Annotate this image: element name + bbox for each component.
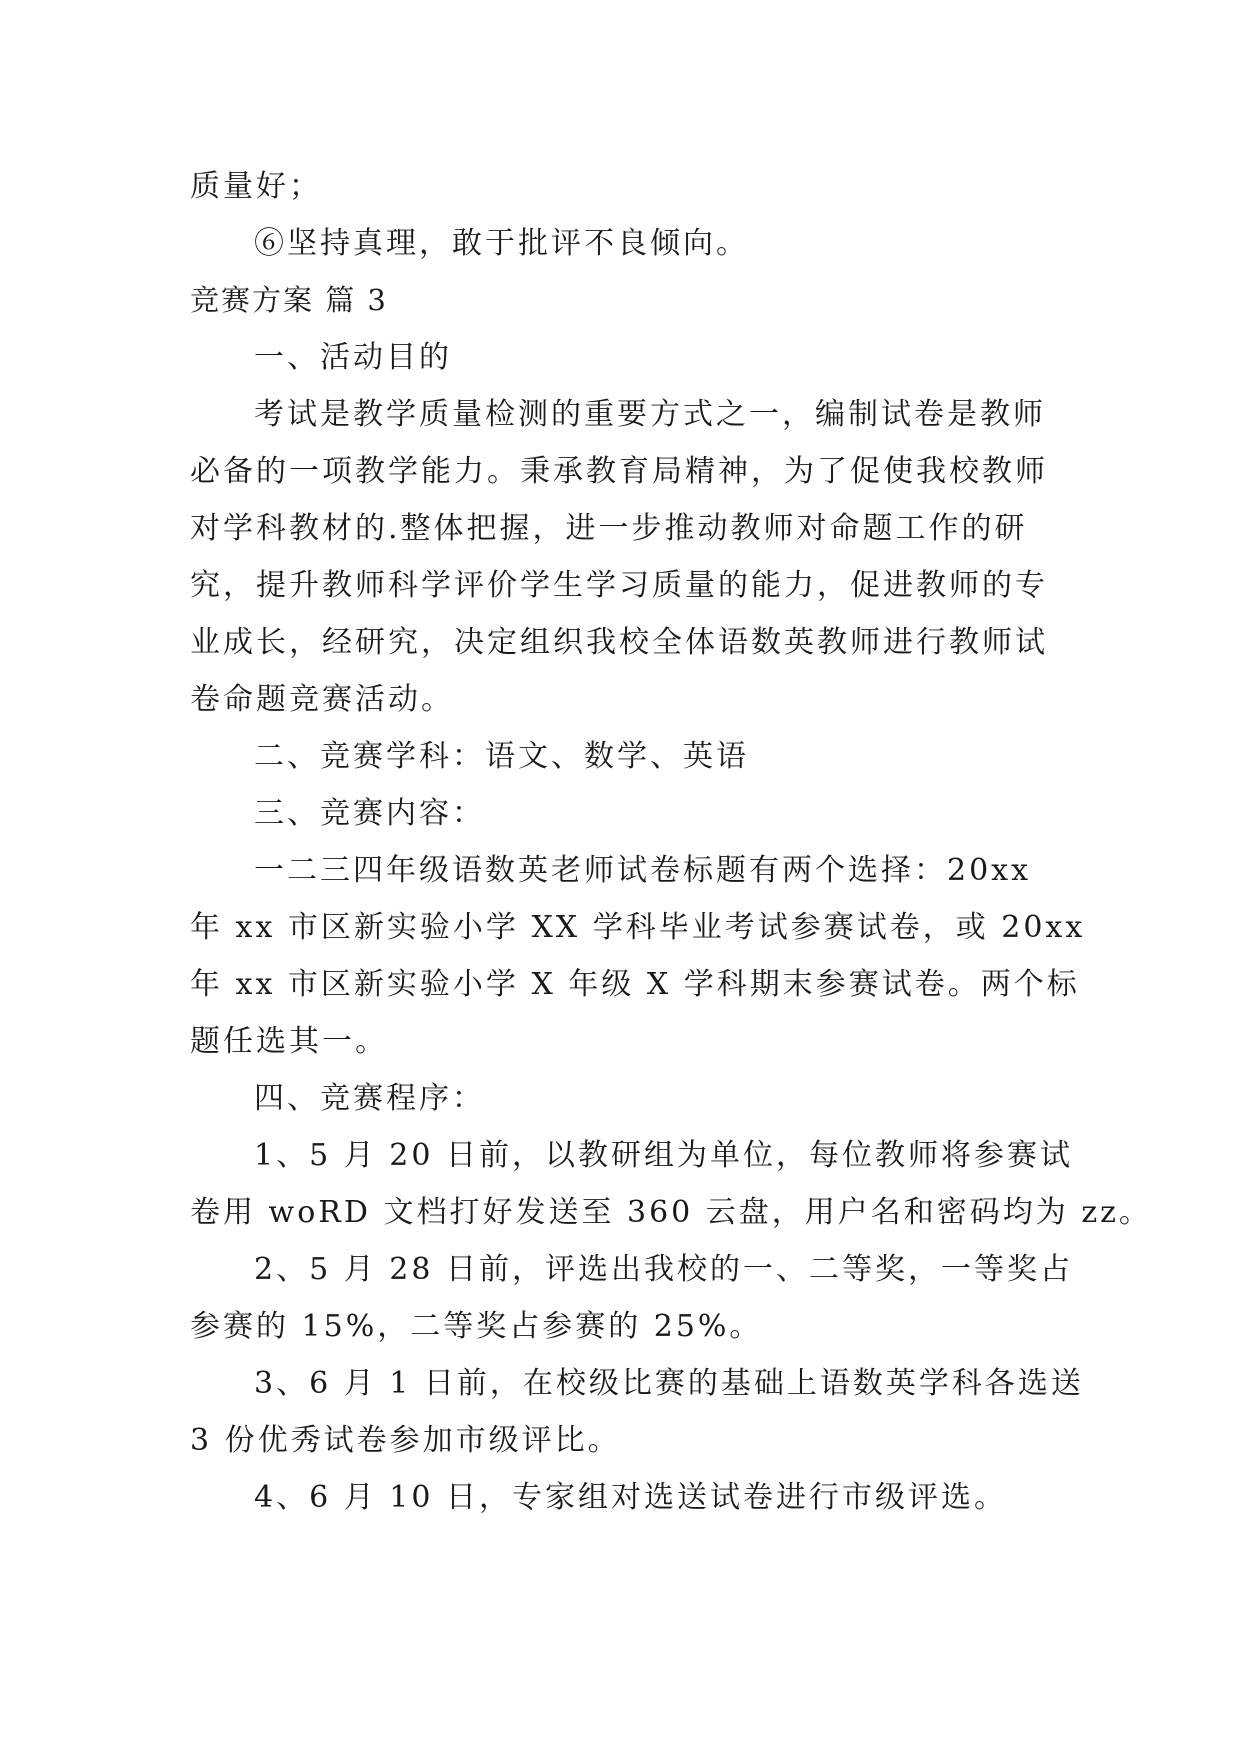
procedure-heading: 四、竞赛程序：: [254, 1081, 485, 1116]
document-body: [190, 158, 1152, 1526]
purpose-paragraph-line: 考试是教学质量检测的重要方式之一，编制试卷是教师: [254, 397, 1046, 432]
continued-paragraph-line: 质量好；: [190, 169, 322, 204]
procedure-step-line: 参赛的 15%，二等奖占参赛的 25%。: [190, 1309, 763, 1344]
procedure-step-line: 4、6 月 10 日，专家组对选送试卷进行市级评选。: [254, 1480, 1007, 1515]
purpose-paragraph-line: 业成长，经研究，决定组织我校全体语数英教师进行教师试: [190, 625, 1048, 660]
content-heading: 三、竞赛内容：: [254, 796, 485, 831]
procedure-step-line: 1、5 月 20 日前，以教研组为单位，每位教师将参赛试: [254, 1138, 1073, 1173]
purpose-paragraph-line: 必备的一项教学能力。秉承教育局精神，为了促使我校教师: [190, 454, 1048, 489]
purpose-heading: 一、活动目的: [254, 340, 452, 375]
content-paragraph-line: 一二三四年级语数英老师试卷标题有两个选择：20xx: [254, 853, 1032, 888]
purpose-paragraph-line: 对学科教材的.整体把握，进一步推动教师对命题工作的研: [190, 511, 1028, 546]
purpose-paragraph-line: 究，提升教师科学评价学生学习质量的能力，促进教师的专: [190, 568, 1048, 603]
procedure-step-line: 卷用 woRD 文档打好发送至 360 云盘，用户名和密码均为 zz。: [190, 1195, 1152, 1230]
procedure-step-line: 3、6 月 1 日前，在校级比赛的基础上语数英学科各选送: [254, 1366, 1084, 1401]
procedure-step-line: 2、5 月 28 日前，评选出我校的一、二等奖，一等奖占: [254, 1252, 1073, 1287]
subjects-line: 二、竞赛学科：语文、数学、英语: [254, 739, 749, 774]
purpose-paragraph-line: 卷命题竞赛活动。: [190, 682, 454, 717]
section-title: 竞赛方案 篇 3: [190, 283, 388, 317]
content-paragraph-line: 题任选其一。: [190, 1024, 388, 1059]
content-paragraph-line: 年 xx 市区新实验小学 XX 学科毕业考试参赛试卷，或 20xx: [190, 910, 1086, 945]
continued-paragraph-line: ⑥坚持真理，敢于批评不良倾向。: [254, 226, 749, 261]
procedure-step-line: 3 份优秀试卷参加市级评比。: [190, 1423, 621, 1458]
content-paragraph-line: 年 xx 市区新实验小学 X 年级 X 学科期末参赛试卷。两个标: [190, 967, 1080, 1002]
